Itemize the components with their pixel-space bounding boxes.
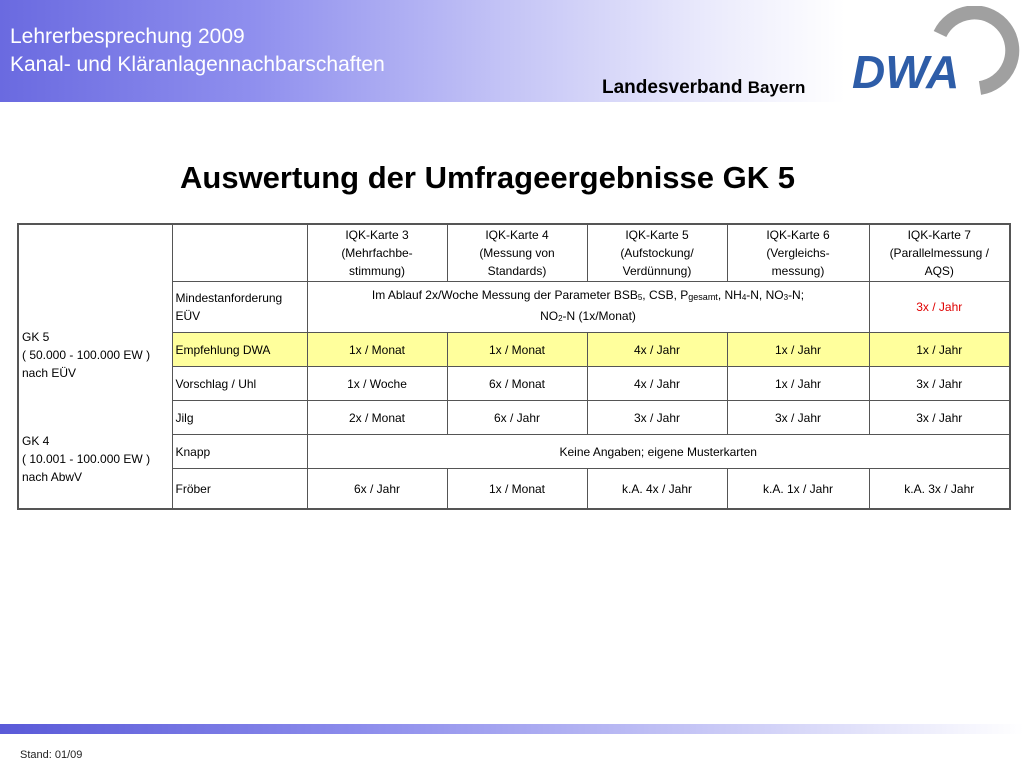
- knapp-text-cell: Keine Angaben; eigene Musterkarten: [307, 435, 1010, 469]
- gk4-basis: nach AbwV: [22, 470, 83, 484]
- footer-divider: [0, 724, 1024, 734]
- gk5-label: GK 5: [22, 330, 50, 344]
- dwa-logo: [848, 6, 1020, 98]
- row-label: Jilg: [172, 401, 307, 435]
- table-cell: 1x / Jahr: [869, 333, 1010, 367]
- table-cell: k.A. 4x / Jahr: [587, 469, 727, 510]
- gk4-range: ( 10.001 - 100.000 EW ): [22, 452, 151, 466]
- gk4-block: [22, 432, 169, 486]
- table-header-row: [18, 224, 1010, 282]
- table-cell: k.A. 1x / Jahr: [727, 469, 869, 510]
- column-header: IQK-Karte 3 (Mehrfachbe- stimmung): [307, 224, 447, 282]
- table-cell: 3x / Jahr: [869, 367, 1010, 401]
- table-cell: 6x / Jahr: [447, 401, 587, 435]
- row-label: Empfehlung DWA: [172, 333, 307, 367]
- table-cell: 1x / Monat: [307, 333, 447, 367]
- column-header: IQK-Karte 7 (Parallelmessung / AQS): [869, 224, 1010, 282]
- table-cell: 2x / Monat: [307, 401, 447, 435]
- table-cell: 1x / Woche: [307, 367, 447, 401]
- landesverband-label: [602, 77, 805, 99]
- table-cell: 3x / Jahr: [869, 401, 1010, 435]
- mindest-requirement-cell: Im Ablauf 2x/Woche Messung der Parameter $BSB_5$, CSB, $P_{gesamt}$, $NH_4-N$, $NO_3-N$; $NO_2-N$ (1x/Monat): [307, 282, 869, 333]
- column-header: IQK-Karte 6 (Vergleichs- messung): [727, 224, 869, 282]
- footer-stand: Stand: 01/09: [20, 749, 83, 761]
- empty-header-cell: [172, 224, 307, 282]
- table-cell: 4x / Jahr: [587, 333, 727, 367]
- table-cell: 1x / Monat: [447, 469, 587, 510]
- logo-text: DWA: [852, 46, 960, 98]
- table-cell: 6x / Jahr: [307, 469, 447, 510]
- header-subtitle: Kanal- und Kläranlagennachbarschaften: [10, 53, 385, 76]
- row-label: Fröber: [172, 469, 307, 510]
- table-cell: k.A. 3x / Jahr: [869, 469, 1010, 510]
- region-text: Bayern: [747, 78, 806, 97]
- gk-category-cell: [18, 224, 172, 509]
- mindest-karte7-cell: 3x / Jahr: [869, 282, 1010, 333]
- landesverband-text: Landesverband: [602, 77, 743, 98]
- row-label: Mindestanforderung EÜV: [172, 282, 307, 333]
- page-title: Auswertung der Umfrageergebnisse GK 5: [180, 160, 795, 195]
- gk5-range: ( 50.000 - 100.000 EW ): [22, 348, 151, 362]
- survey-table: [17, 223, 1011, 510]
- gk5-block: [22, 328, 169, 382]
- row-label: Knapp: [172, 435, 307, 469]
- table-cell: 1x / Jahr: [727, 367, 869, 401]
- column-header: IQK-Karte 4 (Messung von Standards): [447, 224, 587, 282]
- table-cell: 6x / Monat: [447, 367, 587, 401]
- header-band: [0, 0, 845, 102]
- header-title: Lehrerbesprechung 2009: [10, 25, 245, 48]
- table-cell: 4x / Jahr: [587, 367, 727, 401]
- gk4-label: GK 4: [22, 434, 50, 448]
- table-cell: 3x / Jahr: [727, 401, 869, 435]
- row-label: Vorschlag / Uhl: [172, 367, 307, 401]
- table-cell: 1x / Monat: [447, 333, 587, 367]
- table-cell: 1x / Jahr: [727, 333, 869, 367]
- column-header: IQK-Karte 5 (Aufstockung/ Verdünnung): [587, 224, 727, 282]
- table-cell: 3x / Jahr: [587, 401, 727, 435]
- gk5-basis: nach EÜV: [22, 366, 77, 380]
